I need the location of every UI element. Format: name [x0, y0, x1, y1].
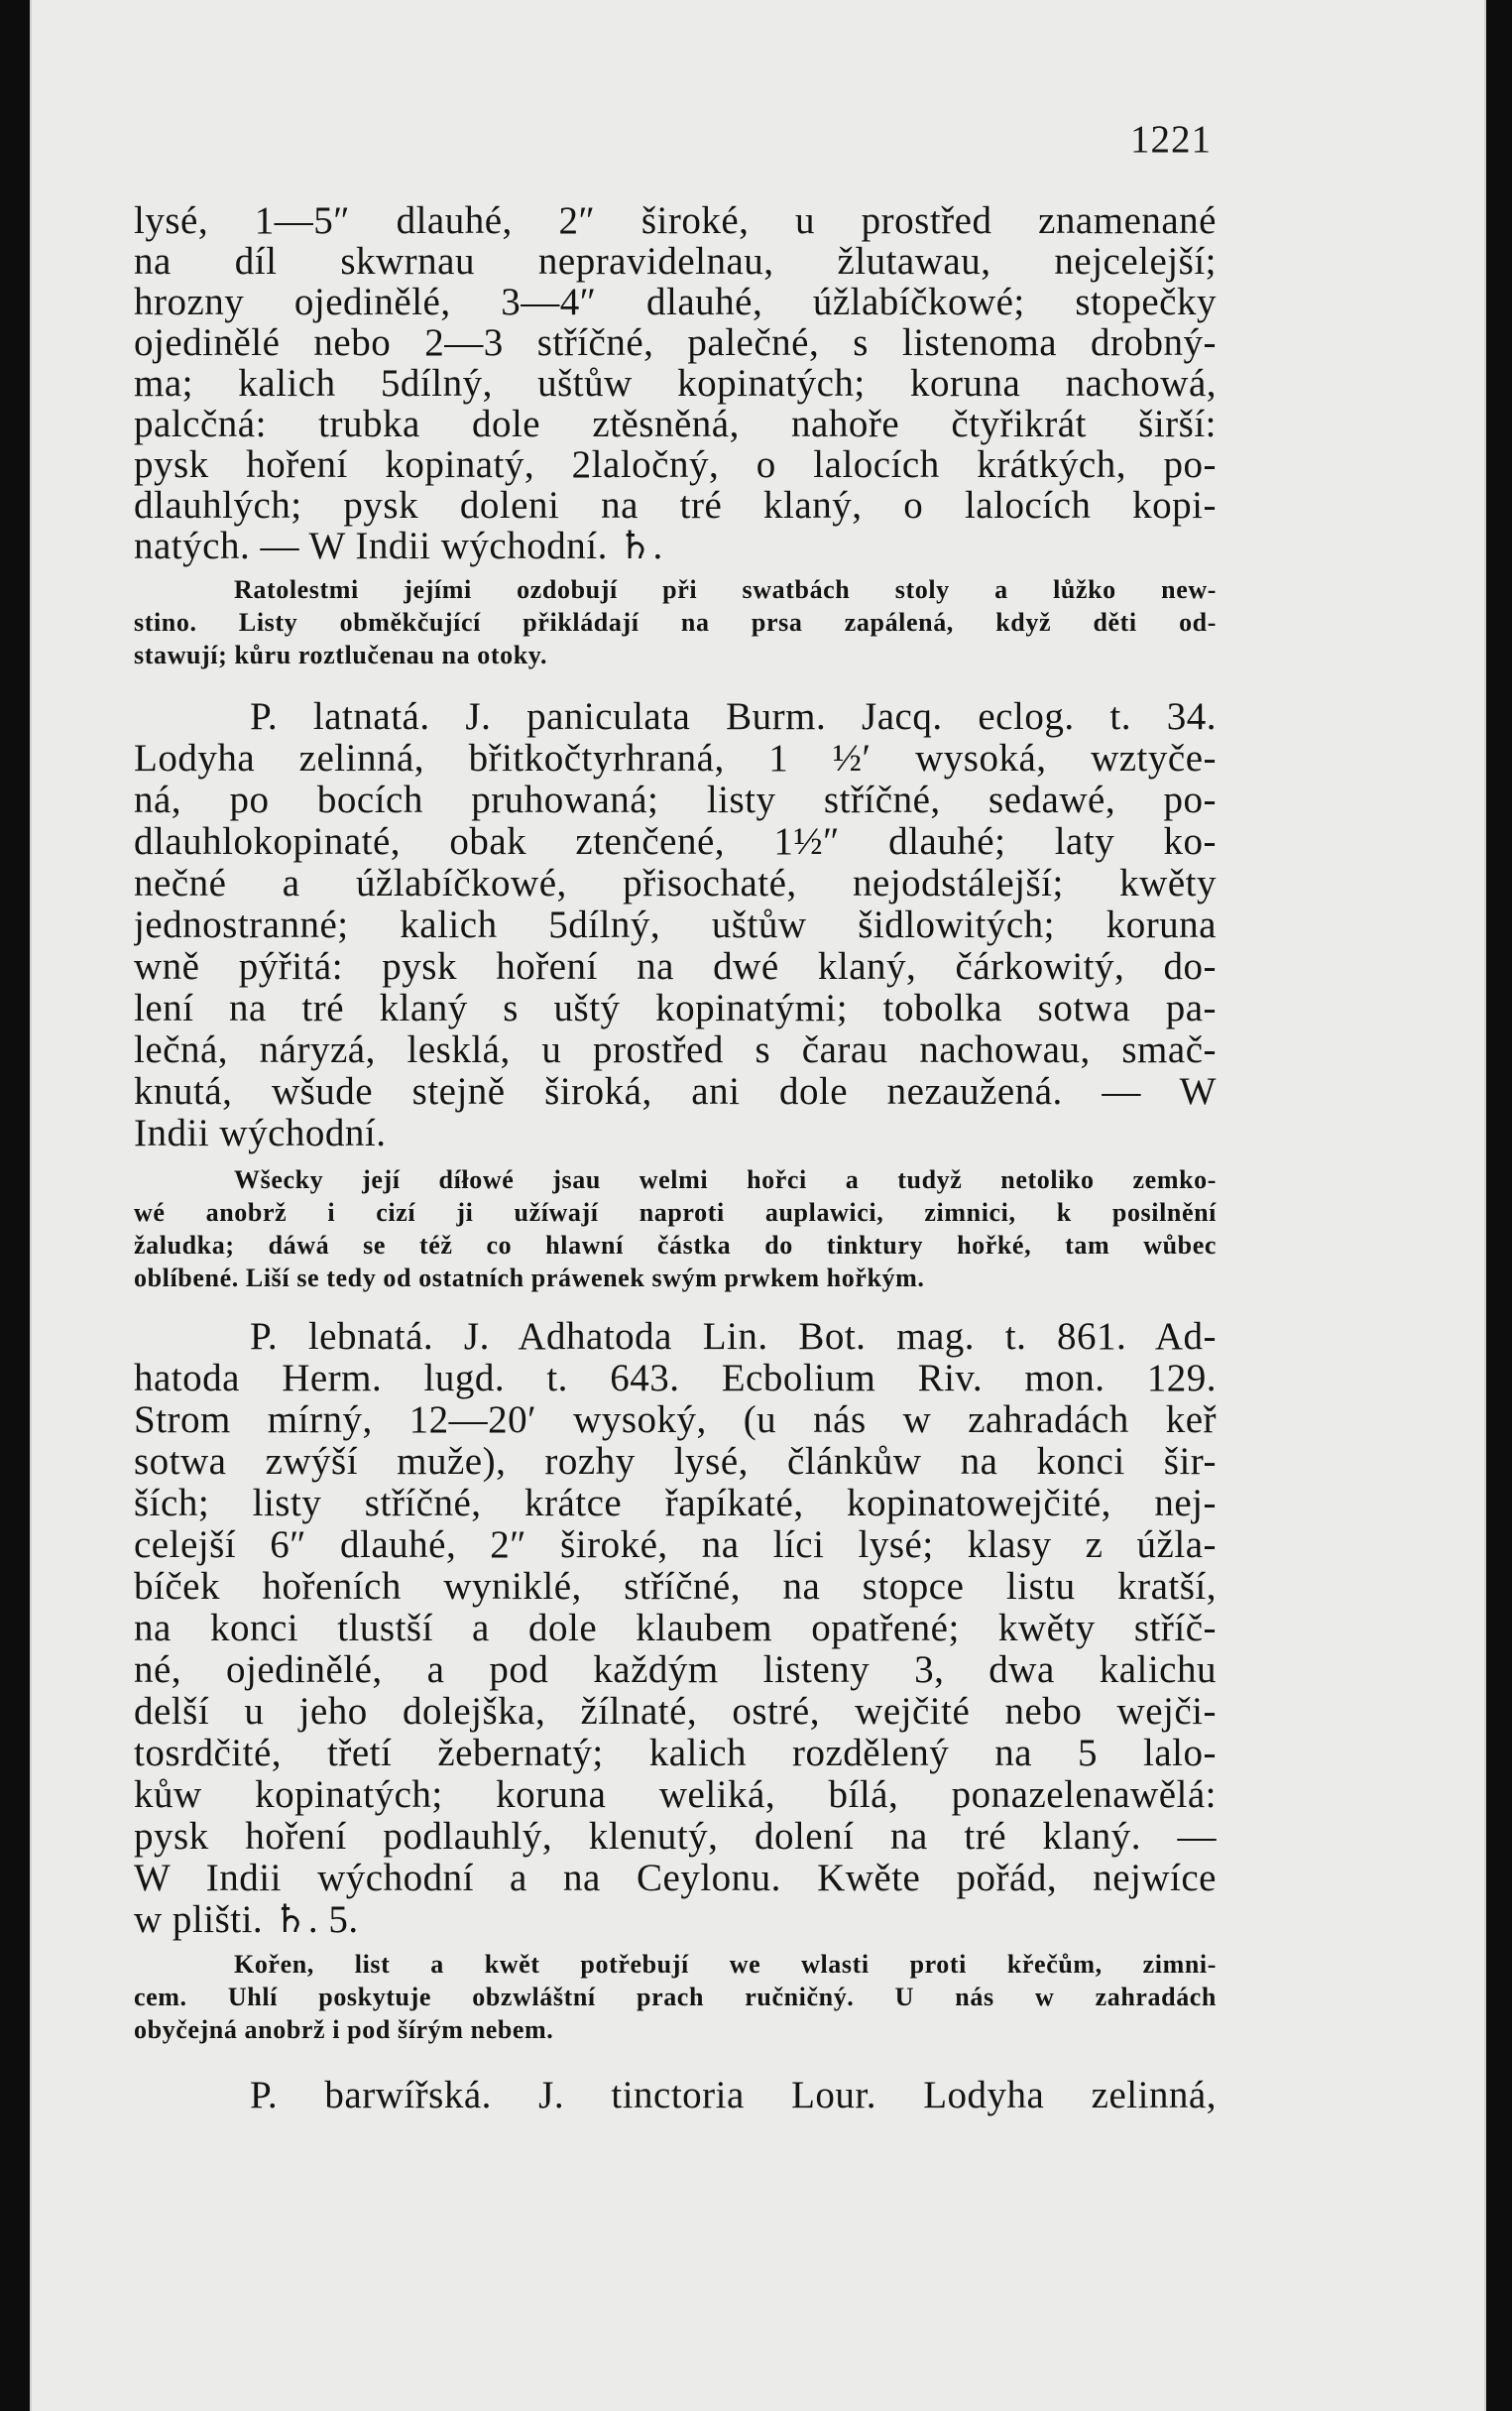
text-line: w plišti. ♄. 5.	[134, 1898, 359, 1941]
book-page	[30, 0, 1486, 2411]
note-line: žaludka; dáwá se též co hlawní částka do tinktury hořké, tam wůbec	[134, 1231, 1217, 1260]
text-line: né, ojedinělé, a pod každým listeny 3, dwa kalichu	[134, 1648, 1217, 1691]
note-line: oblíbené. Liší se tedy od ostatních práwenek swým prwkem hořkým.	[134, 1264, 925, 1292]
text-line: tosrdčité, třetí žebernatý; kalich rozdělený na 5 lalo-	[134, 1732, 1217, 1774]
entry-heading: P. latnatá. J. paniculata Burm. Jacq. eclog. t. 34.	[250, 695, 1217, 738]
text-line: na konci tlustší a dole klaubem opatřené; kwěty stříč-	[134, 1607, 1217, 1649]
entry-heading: P. barwířská. J. tinctoria Lour. Lodyha zelinná,	[250, 2074, 1217, 2116]
text-line: ších; listy stříčné, krátce řapíkaté, kopinatowejčité, nej-	[134, 1482, 1217, 1524]
text-line: palcčná: trubka dole ztěsněná, nahoře čtyřikrát širší:	[134, 403, 1217, 445]
text-line: hrozny ojedinělé, 3—4″ dlauhé, úžlabíčkowé; stopečky	[134, 281, 1217, 323]
text-line: lení na tré klaný s uštý kopinatými; tobolka sotwa pa-	[134, 987, 1217, 1029]
text-line: bíček hořeních wyniklé, stříčné, na stopce listu kratší,	[134, 1565, 1217, 1608]
text-line: lysé, 1—5″ dlauhé, 2″ široké, u prostřed znamenané	[134, 199, 1217, 242]
text-line: Indii wýchodní.	[134, 1112, 387, 1154]
note-line: wé anobrž i cizí ji užíwají naproti auplawici, zimnici, k posilnění	[134, 1198, 1217, 1227]
text-line: kůw kopinatých; koruna weliká, bílá, ponazelenawělá:	[134, 1773, 1217, 1816]
text-line: pysk hoření kopinatý, 2laločný, o lalocích krátkých, po-	[134, 443, 1217, 486]
note-line: Ratolestmi jejími ozdobují při swatbách stoly a lůžko new-	[234, 575, 1217, 604]
note-line: stino. Listy obměkčující přikládají na prsa zapálená, když děti od-	[134, 608, 1217, 637]
text-line: dlauhlých; pysk doleni na tré klaný, o lalocích kopi-	[134, 484, 1217, 527]
text-line: pysk hoření podlauhlý, klenutý, dolení na tré klaný. —	[134, 1815, 1217, 1858]
text-line: celejší 6″ dlauhé, 2″ široké, na líci lysé; klasy z úžla-	[134, 1523, 1217, 1566]
note-line: stawují; kůru roztlučenau na otoky.	[134, 641, 548, 669]
text-line: W Indii wýchodní a na Ceylonu. Kwěte pořád, nejwíce	[134, 1857, 1217, 1899]
note-line: obyčejná anobrž i pod šírým nebem.	[134, 2015, 554, 2044]
text-line: Strom mírný, 12—20′ wysoký, (u nás w zahradách keř	[134, 1398, 1217, 1441]
text-line: knutá, wšude stejně široká, ani dole nezaužená. — W	[134, 1070, 1217, 1113]
text-line: delší u jeho dolejška, žílnaté, ostré, wejčité nebo wejči-	[134, 1690, 1217, 1733]
note-line: Kořen, list a kwět potřebují we wlasti proti křečům, zimni-	[234, 1950, 1217, 1979]
text-line: na díl skwrnau nepravidelnau, žlutawau, nejcelejší;	[134, 240, 1217, 283]
text-line: Lodyha zelinná, břitkočtyrhraná, 1 ½′ wysoká, wztyče-	[134, 737, 1217, 780]
text-line: jednostranné; kalich 5dílný, uštůw šidlowitých; koruna	[134, 904, 1217, 946]
text-line: nečné a úžlabíčkowé, přisochaté, nejodstálejší; kwěty	[134, 862, 1217, 904]
text-line: natých. — W Indii wýchodní. ♄.	[134, 525, 663, 567]
text-line: ná, po bocích pruhowaná; listy stříčné, sedawé, po-	[134, 779, 1217, 821]
text-line: ojedinělé nebo 2—3 stříčné, palečné, s listenoma drobný-	[134, 321, 1217, 364]
text-line: dlauhlokopinaté, obak ztenčené, 1½″ dlauhé; laty ko-	[134, 820, 1217, 863]
page-number: 1221	[1130, 118, 1212, 161]
note-line: Wšecky její díłowé jsau welmi hořci a tudyž netoliko zemko-	[234, 1165, 1217, 1194]
note-line: cem. Uhlí poskytuje obzwláštní prach ručničný. U nás w zahradách	[134, 1983, 1217, 2011]
text-line: wně pýřitá: pysk hoření na dwé klaný, čárkowitý, do-	[134, 945, 1217, 988]
text-line: ma; kalich 5dílný, uštůw kopinatých; koruna nachowá,	[134, 362, 1217, 405]
text-line: sotwa zwýší muže), rozhy lysé, článkůw na konci šir-	[134, 1440, 1217, 1483]
text-line: hatoda Herm. lugd. t. 643. Ecbolium Riv. mon. 129.	[134, 1357, 1217, 1399]
text-line: lečná, náryzá, lesklá, u prostřed s čarau nachowau, smač-	[134, 1028, 1217, 1071]
entry-heading: P. lebnatá. J. Adhatoda Lin. Bot. mag. t. 861. Ad-	[250, 1315, 1217, 1358]
